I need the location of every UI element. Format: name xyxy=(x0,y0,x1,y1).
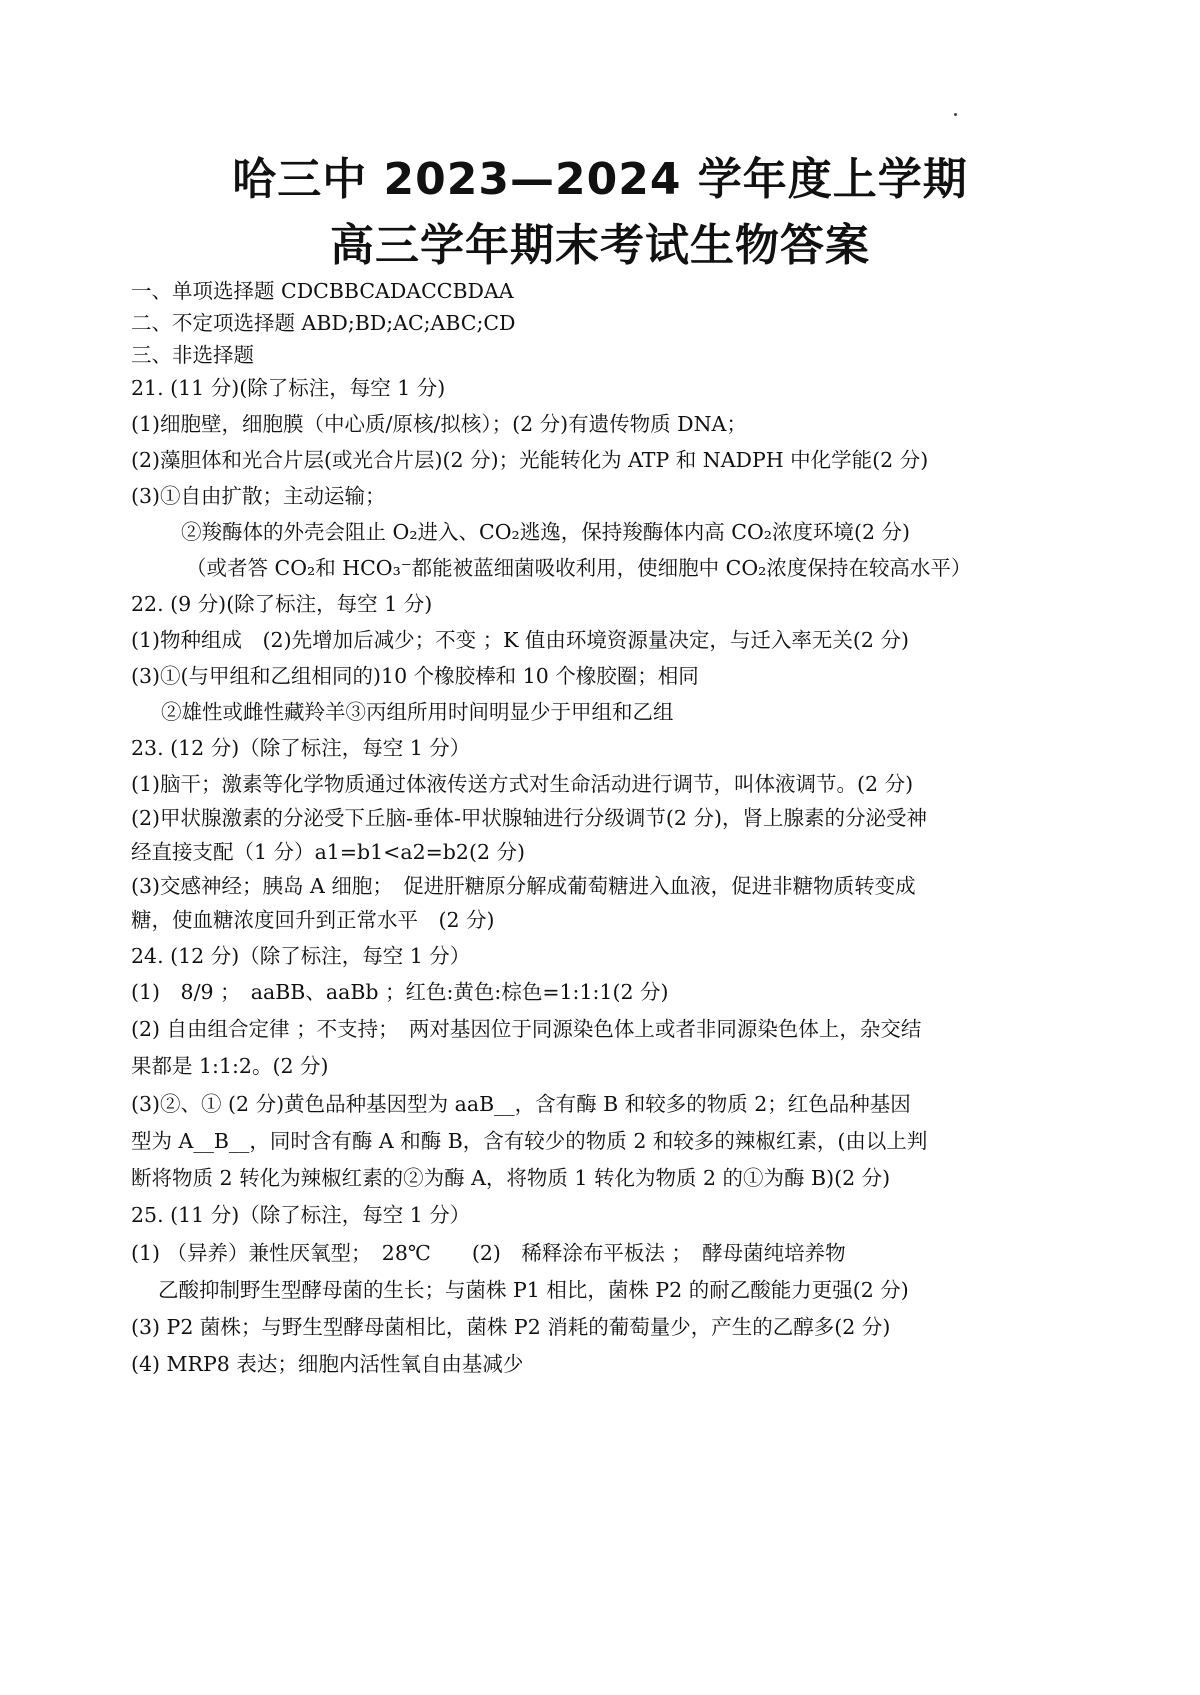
answer-line: (1)物种组成 (2)先增加后减少；不变 ；K 值由环境资源量决定，与迁入率无关(2 分) xyxy=(131,628,909,652)
answer-line xyxy=(131,1089,911,1119)
question-header xyxy=(131,373,445,403)
document-title-line1: 哈三中 2023—2024 学年度上学期 xyxy=(232,154,968,205)
single-choice-answers-1: 一、单项选择题 CDCBB xyxy=(131,279,360,303)
answer-text: (3)①(与甲组和乙组相同的)10 个橡胶棒和 10 个橡胶圈； xyxy=(131,664,658,688)
answer-line xyxy=(161,697,674,727)
question-note: (除了标注，每空 1 分) xyxy=(239,376,446,400)
answer-text: (3)②、① (2 分) xyxy=(131,1092,285,1116)
question-header: 25. (11 分)（除了标注，每空 1 分） xyxy=(131,1203,471,1227)
answer-line: （或者答 CO₂和 HCO₃⁻都能被蓝细菌吸收利用，使细胞中 CO₂浓度保持在较高水平） xyxy=(186,556,972,580)
answer-line: 果都是 1:1:2。(2 分) xyxy=(131,1054,329,1078)
answer-text: a1=b1<a2=b2(2 分) xyxy=(314,840,526,864)
answer-text: (1)细胞壁，细胞膜（中心质/原核/拟核）；(2 分) xyxy=(131,412,569,436)
answer-line: (1) （异养）兼性厌氧型； 28℃ (2) 稀释涂布平板法 ； 酵母菌纯培养物 xyxy=(131,1241,846,1265)
answer-line: (3)①自由扩散；主动运输； xyxy=(131,484,386,508)
question-note: (除了标注，每空 1 分) xyxy=(226,592,433,616)
answer-line: 断将物质 2 转化为辣椒红素的②为酶 A，将物质 1 转化为物质 2 的①为酶 B)(2 分) xyxy=(131,1166,891,1190)
answer-text: ③丙组所用时间明显少于甲组和乙组 xyxy=(345,700,674,724)
answer-line xyxy=(131,661,699,691)
answer-line: (4) MRP8 表达；细胞内活性氧自由基减少 xyxy=(131,1352,524,1376)
answer-line xyxy=(131,276,514,306)
answer-line: (2)藻胆体和光合片层(或光合片层)(2 分)；光能转化为 ATP 和 NADPH 中化学能(2 分) xyxy=(131,448,929,472)
question-number: 22. (9 分) xyxy=(131,592,227,616)
answer-text: ②雄性或雌性藏羚羊 xyxy=(161,700,346,724)
question-header: 23. (12 分)（除了标注，每空 1 分） xyxy=(131,736,471,760)
answer-line: 糖，使血糖浓度回升到正常水平 (2 分) xyxy=(131,908,495,932)
answer-line: (2)甲状腺激素的分泌受下丘脑-垂体-甲状腺轴进行分级调节(2 分)，肾上腺素的分泌受神 xyxy=(131,806,927,830)
answer-line: 型为 A__B__，同时含有酶 A 和酶 B，含有较少的物质 2 和较多的辣椒红素，(由以上判 xyxy=(131,1129,928,1153)
answer-line: (1)脑干；激素等化学物质通过体液传送方式对生命活动进行调节，叫体液调节。(2 分) xyxy=(131,772,914,796)
question-header: 24. (12 分)（除了标注，每空 1 分） xyxy=(131,944,471,968)
answer-line: (2) 自由组合定律 ；不支持； 两对基因位于同源染色体上或者非同源染色体上，杂交结 xyxy=(131,1017,922,1041)
section-heading: 三、非选择题 xyxy=(131,343,254,367)
multi-choice-answers: 二、不定项选择题 ABD;BD;AC;ABC;CD xyxy=(131,311,516,335)
scan-speck xyxy=(954,113,957,116)
answer-line: (3)交感神经；胰岛 A 细胞； 促进肝糖原分解成葡萄糖进入血液，促进非糖物质转变成 xyxy=(131,874,916,898)
answer-line: ②羧酶体的外壳会阻止 O₂进入、CO₂逃逸，保持羧酶体内高 CO₂浓度环境(2 分) xyxy=(181,520,911,544)
single-choice-answers-3: CBDAA xyxy=(436,279,514,303)
answer-line xyxy=(131,837,525,867)
document-title-line2: 高三学年期末考试生物答案 xyxy=(330,220,870,271)
answer-text: 经直接支配（1 分） xyxy=(131,840,315,864)
answer-text: 相同 xyxy=(657,664,699,688)
question-header xyxy=(131,589,432,619)
question-number: 21. (11 分) xyxy=(131,376,240,400)
answer-line: (3) P2 菌株；与野生型酵母菌相比，菌株 P2 消耗的葡萄量少，产生的乙醇多(2 分) xyxy=(131,1315,891,1339)
answer-text: 有遗传物质 DNA； xyxy=(568,412,747,436)
answer-line: 乙酸抑制野生型酵母菌的生长；与菌株 P1 相比，菌株 P2 的耐乙酸能力更强(2 分) xyxy=(158,1278,909,1302)
answer-line xyxy=(131,409,747,439)
answer-text: 黄色品种基因型为 aaB__，含有酶 B 和较多的物质 2；红色品种基因 xyxy=(284,1092,911,1116)
single-choice-answers-2: CADAC xyxy=(359,279,437,303)
answer-line: (1) 8/9 ； aaBB、aaBb ；红色:黄色:棕色=1:1:1(2 分) xyxy=(131,980,669,1004)
